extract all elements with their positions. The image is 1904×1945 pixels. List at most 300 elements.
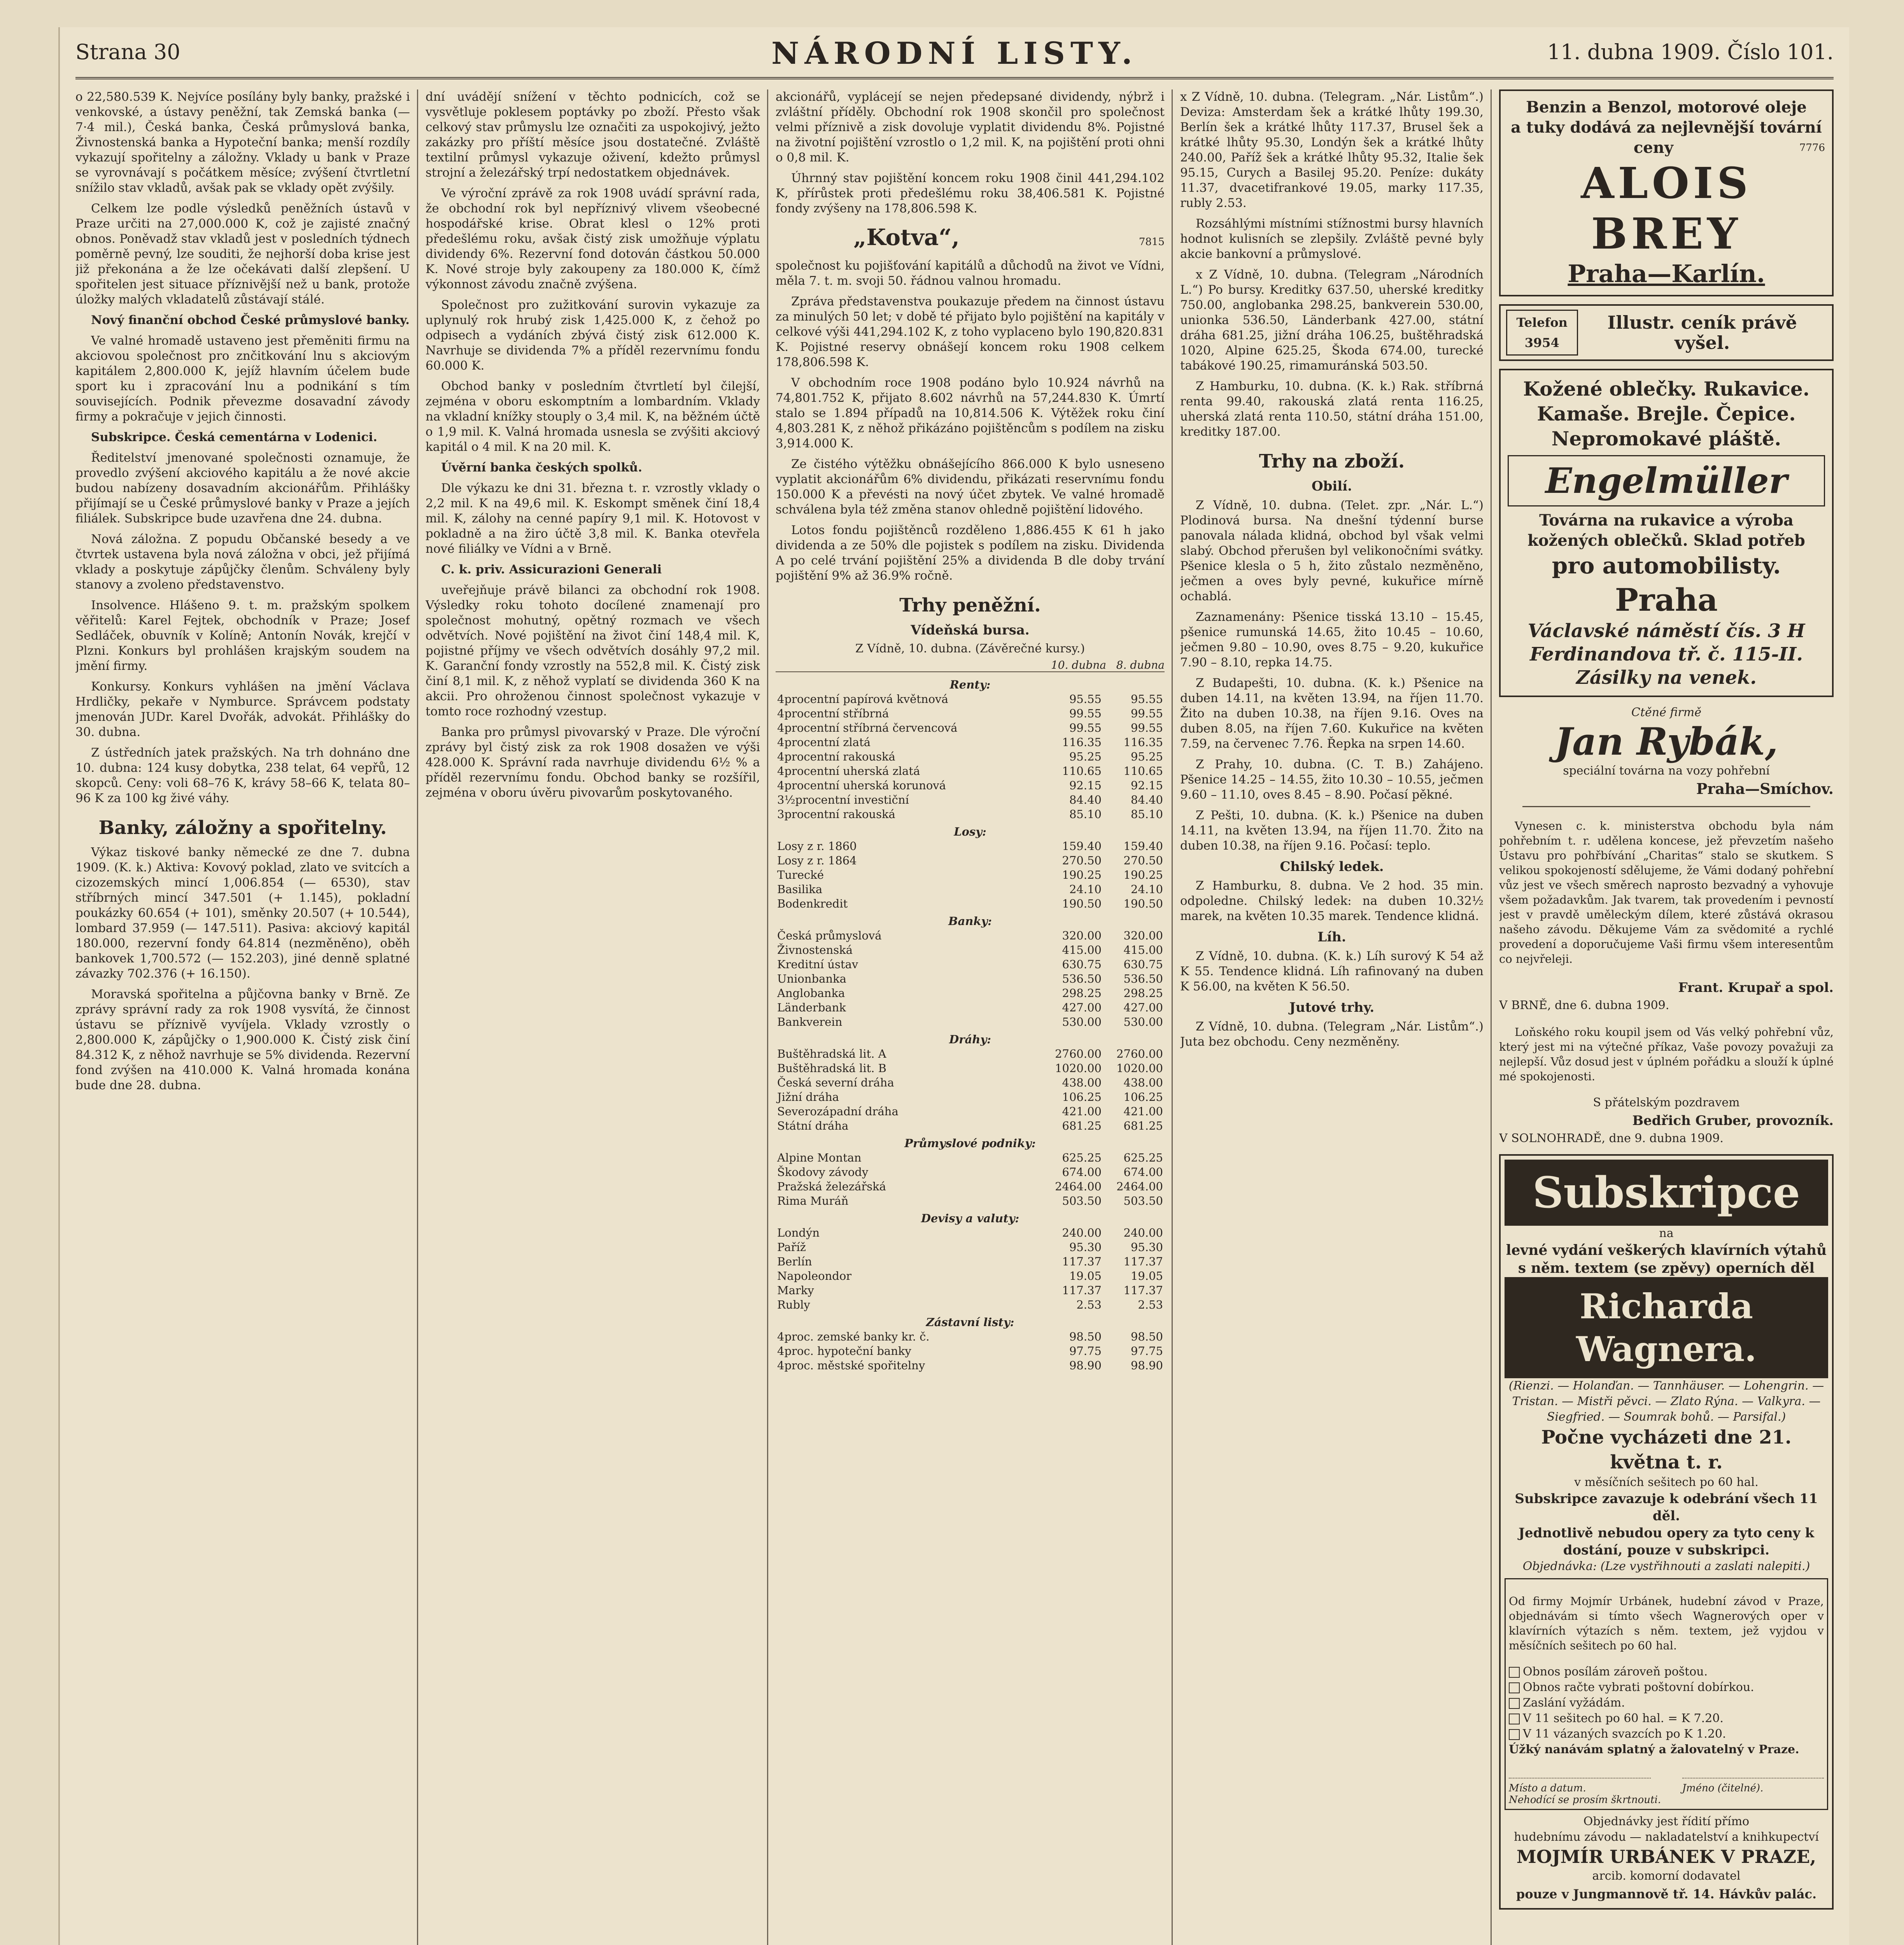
rate-value: 19.05 <box>1130 1269 1163 1283</box>
table-row <box>776 1226 1165 1240</box>
form-label: Místo a datum. <box>1509 1782 1586 1794</box>
table-row <box>776 882 1165 897</box>
rate-value: 2464.00 <box>1055 1180 1102 1193</box>
security-name: 4procentní rakouská <box>777 750 895 763</box>
security-name: Kreditní ústav <box>777 958 858 971</box>
rate-value: 240.00 <box>1123 1226 1163 1239</box>
rate-value: 98.50 <box>1069 1330 1102 1343</box>
masthead: NÁRODNÍ LISTY. <box>771 36 1138 71</box>
order-option-label: Obnos račte vybrati poštovní dobírkou. <box>1523 1680 1754 1694</box>
article-text: dní uvádějí snížení v těchto podnicích, což se vysvětluje poklesem poptávky po zboží. Přesto však celkový stav průmyslu lze označiti za uspokojivý, ježto zakázky pro příští měsíce jsou dostatečné. Zvláště textilní průmysl vykazuje oživení, kdežto průmysl strojní a železářský trpí nedostatkem objednávek. <box>426 90 760 180</box>
rate-value: 84.40 <box>1130 793 1163 806</box>
rate-value: 190.50 <box>1062 897 1102 910</box>
page-number: Strana 30 <box>75 40 180 64</box>
table-row <box>776 839 1165 853</box>
ad-text: Jednotlivě nebudou opery za tyto ceny k dostání, pouze v subskripci. <box>1518 1525 1815 1558</box>
rate-value: 625.25 <box>1062 1151 1102 1164</box>
security-name: 4procentní papírová květnová <box>777 692 948 706</box>
security-name: Londýn <box>777 1226 820 1239</box>
ad-signature: Bedřich Gruber, provozník. <box>1632 1113 1834 1128</box>
rate-value: 117.37 <box>1062 1255 1102 1268</box>
rate-value: 92.15 <box>1069 779 1102 792</box>
rate-value: 270.50 <box>1123 854 1163 867</box>
ad-text: Benzin a Benzol, motorové oleje <box>1526 98 1807 116</box>
ad-text: arcib. komorní dodavatel <box>1592 1869 1741 1883</box>
rate-value: 421.00 <box>1062 1105 1102 1118</box>
article-text: Konkursy. Konkurs vyhlášen na jmění Václava Hrdličky, pekaře v Nymburce. Správcem podstaty jmenován JUDr. Karel Dvořák, advokát. Přihlášky do 30. dubna. <box>75 680 410 739</box>
ad-engelmuller <box>1499 369 1834 697</box>
security-name: Anglobanka <box>777 987 845 1000</box>
subsection-heading: Líh. <box>1317 929 1346 945</box>
security-name: Länderbank <box>777 1001 846 1014</box>
table-group-row <box>776 1312 1165 1330</box>
ad-text: Nepromokavé pláště. <box>1551 427 1781 450</box>
rate-value: 681.25 <box>1123 1119 1163 1132</box>
article-text: Banka pro průmysl pivovarský v Praze. Dle výroční zprávy byl čistý zisk za rok 1908 dosažen ve výši 428.000 K. Správní rada navrhuje dividendu 6½ % a příděl rezervnímu fondu. Obchod banky se rozšířil, zejména v oboru úvěru pivovarům poskytovaného. <box>426 725 760 800</box>
table-header-cell <box>776 659 1048 671</box>
article-text: Lotos fondu pojištěnců rozděleno 1,886.455 K 61 h jako dividenda a ze 50% dle pojistek s podílem na zisku. Dividenda A po celé trvání pojištění 25% a dividenda B dle doby trvání pojištění 9% až 36.9% ročně. <box>776 523 1165 583</box>
table-row <box>776 1076 1165 1090</box>
article-text: Společnost pro zužitkování surovin vykazuje za uplynulý rok hrubý zisk 1,425.000 K, z čehož po odpisech a vydáních zbývá čistý zisk 612.000 K. Navrhuje se dividenda 7% a příděl rezervnímu fondu 60.000 K. <box>426 298 760 373</box>
table-row <box>776 721 1165 735</box>
ad-title: Subskripce <box>1505 1160 1828 1226</box>
security-name: Rima Muráň <box>777 1194 849 1207</box>
rate-value: 438.00 <box>1123 1076 1163 1089</box>
article-text: Ve výroční zprávě za rok 1908 uvádí správní rada, že obchodní rok byl nepříznivý vlivem všeobecné hospodářské krise. Obrat klesl o 12% proti předešlému roku, avšak čistý zisk umožňuje výplatu dividendy 6%. Rezervní fond dotován částkou 50.000 K. Nové stroje byly zakoupeny za 180.000 K, čímž výkonnost závodu značně zvýšena. <box>426 186 760 291</box>
rate-value: 503.50 <box>1062 1194 1102 1207</box>
rate-value: 190.25 <box>1062 868 1102 881</box>
rate-value: 99.55 <box>1130 707 1163 720</box>
table-row <box>776 1061 1165 1076</box>
ad-text: Továrna na rukavice a výroba <box>1539 511 1794 529</box>
table-row <box>776 986 1165 1001</box>
rate-value: 530.00 <box>1062 1015 1102 1029</box>
security-name: Unionbanka <box>777 972 846 985</box>
section-heading: Trhy peněžní. <box>899 594 1041 616</box>
table-group-label: Losy: <box>954 825 986 838</box>
rate-value: 110.65 <box>1062 764 1102 778</box>
ad-address: Zásilky na venek. <box>1576 667 1757 689</box>
table-group-row <box>776 911 1165 929</box>
security-name: Marky <box>777 1284 814 1297</box>
security-name: Státní dráha <box>777 1119 849 1132</box>
rate-value: 2760.00 <box>1116 1047 1163 1060</box>
table-row <box>776 1151 1165 1165</box>
table-row <box>776 1015 1165 1029</box>
rate-value: 625.25 <box>1123 1151 1163 1164</box>
subsection-heading: Jutové trhy. <box>1289 1000 1375 1015</box>
signature-row <box>1509 1758 1824 1794</box>
ad-text: a tuky dodává za nejlevnější tovární <box>1511 118 1822 137</box>
table-group-label: Zástavní listy: <box>926 1316 1014 1329</box>
security-name: Buštěhradská lit. B <box>777 1062 886 1075</box>
rate-value: 99.55 <box>1069 721 1102 734</box>
article-text: akcionářů, vyplácejí se nejen předepsané dividendy, nýbrž i zvláštní příděly. Obchodní rok 1908 skončil pro společnost velmi příznivě a zisk dovoluje vyplatit dividendu 8%. Pojistné na životní pojištění vzrostlo o 1,2 mil. K, na pojištění proti ohni o 0,8 mil. K. <box>776 90 1165 165</box>
table-row <box>776 972 1165 986</box>
ad-row <box>1506 310 1827 356</box>
article-heading: Subskripce. Česká cementárna v Lodenici. <box>91 430 377 444</box>
table-row <box>776 868 1165 882</box>
article-text: uveřejňuje právě bilanci za obchodní rok 1908. Výsledky roku tohoto docílené znamenají pro společnost mohutný, opětný rozmach ve všech odvětvích. Nové pojištění na život činí 148,4 mil. K, pojistné příjmy ve všech odvětvích dosáhly 97,2 mil. K. Garanční fondy vzrostly na 552,8 mil. K. Čistý zisk činí 8,1 mil. K, z něhož vyplatí se dividenda 360 K na akcii. Pro ohroženou činnost společnost vykazuje v tomto roce rozhodný vzestup. <box>426 583 760 718</box>
order-option <box>1509 1695 1824 1711</box>
table-row <box>776 750 1165 764</box>
ad-address: Ferdinandova tř. č. 115-II. <box>1529 643 1803 665</box>
rate-value: 2.53 <box>1076 1298 1102 1311</box>
article-text: Ve valné hromadě ustaveno jest přeměniti firmu na akciovou společnost pro znčitkování lnu s akciovým kapitálem 2,800.000 K, jejíž hlavním účelem bude sport ku i zpracování lnu a podnikání s tím souvisejících. Podnik převezme dosavadní závody firmy a pokračuje v jejich činnosti. <box>75 334 410 424</box>
table-row <box>776 897 1165 911</box>
table-row <box>776 778 1165 793</box>
rate-value: 2464.00 <box>1116 1180 1163 1193</box>
security-name: Rubly <box>777 1298 810 1311</box>
order-option-label: V 11 sešitech po 60 hal. = K 7.20. <box>1523 1712 1724 1725</box>
article-heading: Úvěrní banka českých spolků. <box>441 461 643 475</box>
article-text: Insolvence. Hlášeno 9. t. m. pražským spolkem věřitelů: Karel Fejtek, obchodník v Praze; Josef Sedláček, obuvník v Kolíně; Antonín Novák, krejčí v Plzni. Konkurs byl prohlášen krajským soudem na jmění firmy. <box>75 598 410 673</box>
rate-value: 95.30 <box>1130 1241 1163 1254</box>
rate-value: 530.00 <box>1123 1015 1163 1029</box>
ad-text: Kožené oblečky. Rukavice. <box>1523 377 1810 400</box>
table-row <box>776 1240 1165 1255</box>
table-row <box>776 793 1165 807</box>
rate-value: 99.55 <box>1130 721 1163 734</box>
order-option-label: Zaslání vyžádám. <box>1523 1696 1625 1710</box>
table-row <box>776 1047 1165 1061</box>
table-group-label: Banky: <box>948 915 992 928</box>
rate-value: 681.25 <box>1062 1119 1102 1132</box>
security-name: Berlín <box>777 1255 812 1268</box>
rate-value: 415.00 <box>1062 943 1102 957</box>
form-note: Nehodící se prosím škrtnouti. <box>1509 1794 1661 1806</box>
rate-value: 117.37 <box>1123 1284 1163 1297</box>
table-row <box>776 1165 1165 1179</box>
security-name: 4procentní stříbrná červencová <box>777 721 958 734</box>
ad-signature: Frant. Krupař a spol. <box>1678 980 1834 995</box>
table-header-cell: 10. dubna <box>1051 659 1106 671</box>
article-text: Nová záložna. Z popudu Občanské besedy a ve čtvrtek ustavena byla nová záložna v obci, jež přijímá vklady a poskytuje zápůjčky členům. Schváleny byly stanovy a zvoleno představenstvo. <box>75 532 410 592</box>
section-heading: Banky, záložny a spořitelny. <box>98 817 387 839</box>
table-row <box>776 1358 1165 1373</box>
table-group-row <box>776 1133 1165 1151</box>
page-header <box>75 34 1834 79</box>
security-name: Losy z r. 1860 <box>777 839 857 853</box>
rate-value: 415.00 <box>1123 943 1163 957</box>
ad-address: pouze v Jungmannově tř. 14. Hávkův palác. <box>1516 1887 1817 1901</box>
security-name: Škodovy závody <box>777 1165 869 1179</box>
table-group-row <box>776 822 1165 839</box>
column-rule <box>767 89 768 1945</box>
article-text: Moravská spořitelna a půjčovna banky v Brně. Ze zprávy správní rady za rok 1908 vysvítá, že činnost ústavu se příznivě vyvíjela. Vklady vzrostly o 2,800.000 K, zápůjčky o 1,900.000 K. Čistý zisk činí 84.312 K, z něhož navrhuje se 5% dividenda. Rezervní fond zvýšen na 410.000 K. Valná hromada konána bude dne 28. dubna. <box>75 987 410 1092</box>
rate-value: 630.75 <box>1123 958 1163 971</box>
table-header <box>776 659 1165 672</box>
ad-name-box <box>1508 455 1825 506</box>
rate-value: 106.25 <box>1062 1090 1102 1104</box>
security-name: Česká průmyslová <box>777 929 882 942</box>
rate-value: 116.35 <box>1062 736 1102 749</box>
ad-text: Subskripce zavazuje k odebrání všech 11 děl. <box>1515 1491 1818 1524</box>
table-row <box>776 706 1165 721</box>
rate-value: 95.55 <box>1130 692 1163 706</box>
security-name: 4procentní stříbrná <box>777 707 889 720</box>
ad-composer-name: Richarda Wagnera. <box>1505 1277 1828 1378</box>
article-text: x Z Vídně, 10. dubna. (Telegram. „Nár. Listům“.) Deviza: Amsterdam šek a krátké lhůty 199.30, Berlín šek a krátké lhůty 117.37, Brusel šek a krátké lhůty 95.30, Londýn šek a krátké lhůty 240.00, Paříž šek a krátké lhůty 95.32, Italie šek 95.15, Curych a Basilej 95.20. Peníze: dukáty 11.37, dvacetifrankové 19.05, marky 117.35, rubly 2.53. <box>1180 90 1484 210</box>
section-heading: Trhy na zboží. <box>1259 450 1405 472</box>
column-rule <box>1172 89 1173 1945</box>
option-checkbox[interactable] <box>1509 1682 1520 1693</box>
article-text: Obchod banky v posledním čtvrtletí byl čilejší, zejména v oboru eskomptním a lombardním. Vklady na vkladní knížky stouply o 3,4 mil. K, na běžném účtě o 1,9 mil. K. Valná hromada usnesla se zvýšiti akciový kapitál o 4 mil. K na 20 mil. K. <box>426 379 760 454</box>
form-line <box>1682 1761 1824 1779</box>
column-rule <box>417 89 418 1945</box>
table-row <box>776 957 1165 972</box>
table-row <box>776 764 1165 778</box>
ad-text: Vynesen c. k. ministerstva obchodu byla nám pohřebním t. r. udělena koncese, jež převzetím našeho Ústavu pro pohřbívání „Charitas“ stalo se skutkem. S velikou spokojeností sdělujeme, že Vámi dodaný pohřební vůz jest ve všech směrech naprosto bezvadný a vyhovuje všem požadavkům. Jak tvarem, tak provedením i pevností jest v pravdě uměleckým dílem, které zůstává okrasou našeho závodu. Děkujeme Vám za svědomité a rychlé provedení a doporučujeme Vaši firmu všem interesentům co nejvřeleji. <box>1499 819 1834 965</box>
table-group-label: Průmyslové podniky: <box>904 1137 1036 1150</box>
rate-value: 99.55 <box>1069 707 1102 720</box>
option-checkbox[interactable] <box>1509 1667 1520 1678</box>
article-text: Z Prahy, 10. dubna. (C. T. B.) Zahájeno. Pšenice 14.25 – 14.55, žito 10.30 – 10.55, ječmen 9.60 – 11.10, oves 8.45 – 8.90. Počasí pěkné. <box>1180 757 1484 802</box>
security-name: Basilika <box>777 883 823 896</box>
rate-value: 98.90 <box>1069 1359 1102 1372</box>
table-row <box>776 1179 1165 1194</box>
article-text: x Z Vídně, 10. dubna. (Telegram „Národních L.“) Po bursy. Kreditky 637.50, uherské kreditky 750.00, anglobanka 298.25, bankverein 530.00, unionka 536.50, Länderbank 427.00, státní dráha 681.25, jižní dráha 106.25, buštěhradská 1020, Alpine 625.25, Škoda 674.00, turecké tabákové 190.25, rimamuránská 503.50. <box>1180 268 1484 373</box>
column-4 <box>1180 89 1484 1945</box>
table-row <box>776 1283 1165 1298</box>
table-row <box>776 853 1165 868</box>
rate-value: 427.00 <box>1123 1001 1163 1014</box>
rate-value: 24.10 <box>1069 883 1102 896</box>
rate-value: 674.00 <box>1062 1165 1102 1179</box>
order-option-label: V 11 vázaných svazcích po K 1.20. <box>1523 1727 1726 1741</box>
ad-row <box>1508 138 1825 158</box>
rate-value: 85.10 <box>1130 808 1163 821</box>
article-text: Z Hamburku, 8. dubna. Ve 2 hod. 35 min. odpoledne. Chilský ledek: na duben 10.32½ marek, na květen 10.35 marek. Tendence klidná. <box>1180 879 1484 923</box>
ad-subskripce-wagner <box>1499 1154 1834 1910</box>
article-text: o 22,580.539 K. Nejvíce posílány byly banky, pražské i venkovské, a ústavy peněžní, tak Zemská banka (— 7·4 mil.), Česká banka, Česká průmyslová banka, Živnostenská banka a Hypoteční banka; menší rozdíly vykazují spořitelny a záložny. Vklady u bank v Praze se vyrovnávají s počátkem měsíce; zvýšení čtvrtletní snížilo stav vkladů, avšak pak se vklady opět zvýšily. <box>75 90 410 195</box>
table-group-row <box>776 1029 1165 1047</box>
rate-value: 240.00 <box>1062 1226 1102 1239</box>
security-name: Živnostenská <box>777 943 853 957</box>
ad-company-name: MOJMÍR URBÁNEK V PRAZE, <box>1516 1846 1816 1867</box>
rate-value: 117.37 <box>1123 1255 1163 1268</box>
table-group-row <box>776 1208 1165 1226</box>
security-name: Pražská železářská <box>777 1180 886 1193</box>
table-row <box>776 1330 1165 1344</box>
subsection-heading: Chilský ledek. <box>1280 859 1384 874</box>
security-name: Česká severní dráha <box>777 1076 894 1089</box>
ad-company-name: ALOIS BREY <box>1581 158 1752 259</box>
table-row <box>776 1298 1165 1312</box>
order-form <box>1505 1578 1828 1810</box>
rate-value: 270.50 <box>1062 854 1102 867</box>
article-text: V obchodním roce 1908 podáno bylo 10.924 návrhů na 74,801.752 K, přijato 8.602 návrhů na 57,244.830 K. Úmrtí stalo se 1.894 případů na 10,814.506 K. Výtěžek roku činí 4,803.281 K, z něhož přikázáno pojištěncům s podílem na zisku 3,914.000 K. <box>776 376 1165 450</box>
rate-value: 84.40 <box>1069 793 1102 806</box>
table-row <box>776 1269 1165 1283</box>
rate-value: 503.50 <box>1123 1194 1163 1207</box>
table-caption: Z Vídně, 10. dubna. (Závěrečné kursy.) <box>855 642 1085 655</box>
article-text: Zaznamenány: Pšenice tisská 13.10 – 15.45, pšenice rumunská 14.65, žito 10.45 – 10.60, ječmen 9.80 – 10.90, oves 8.75 – 9.20, kukuřice 7.90 – 8.10, repka 14.75. <box>1180 610 1484 669</box>
security-name: Losy z r. 1864 <box>777 854 857 867</box>
article-heading: C. k. priv. Assicurazioni Generali <box>441 562 662 576</box>
table-group-label: Devisy a valuty: <box>921 1212 1019 1225</box>
order-option <box>1509 1726 1824 1742</box>
rate-value: 85.10 <box>1069 808 1102 821</box>
security-name: Bankverein <box>777 1015 843 1029</box>
ad-text: Počne vycházeti dne 21. května t. r. <box>1541 1426 1792 1473</box>
table-row <box>776 1001 1165 1015</box>
article-text: Z Vídně, 10. dubna. (Telegram „Nár. Listům“.) Juta bez obchodu. Ceny nezměněny. <box>1180 1020 1484 1049</box>
table-row <box>776 1119 1165 1133</box>
column-1 <box>75 89 410 1945</box>
subsection-heading: Vídeňská bursa. <box>911 622 1030 638</box>
security-name: 4procentní zlatá <box>777 736 871 749</box>
ad-text: v měsíčních sešitech po 60 hal. <box>1574 1475 1759 1489</box>
rate-value: 110.65 <box>1123 764 1163 778</box>
rate-value: 1020.00 <box>1055 1062 1102 1075</box>
rate-value: 106.25 <box>1123 1090 1163 1104</box>
article-text: Úhrnný stav pojištění koncem roku 1908 činil 441,294.102 K, přírůstek proti předešlému roku 38,406.581 K. Pojistné fondy zvýšeny na 178,806.598 K. <box>776 171 1165 216</box>
security-name: Napoleondor <box>777 1269 852 1283</box>
security-name: 3procentní rakouská <box>777 808 895 821</box>
rate-value: 97.75 <box>1130 1344 1163 1358</box>
security-name: Buštěhradská lit. A <box>777 1047 886 1060</box>
article-text: Zpráva představenstva poukazuje předem na činnost ústavu za minulých 50 let; v době té přijato bylo pojištění na kapitály v celkové výši 441,294.102 K, z toho vyplaceno bylo 190,820.831 K. Pojistné reservy obnášejí koncem roku 1908 celkem 178,806.598 K. <box>776 294 1165 369</box>
rate-value: 92.15 <box>1130 779 1163 792</box>
ad-company-name: Jan Rybák, <box>1555 720 1778 764</box>
ad-text: pro automobilisty. <box>1552 552 1781 579</box>
rate-value: 98.90 <box>1130 1359 1163 1372</box>
ad-text: Kamaše. Brejle. Čepice. <box>1537 402 1796 425</box>
ad-number: 7776 <box>1799 142 1825 154</box>
table-group-row <box>776 675 1165 692</box>
table-group-label: Renty: <box>949 678 991 691</box>
rate-value: 427.00 <box>1062 1001 1102 1014</box>
company-name: „Kotva“, <box>853 224 960 251</box>
order-form-text: Úžký nanávám splatný a žalovatelný v Praze. <box>1509 1743 1799 1756</box>
table-row <box>776 1344 1165 1358</box>
security-name: 4proc. hypoteční banky <box>777 1344 911 1358</box>
rate-value: 117.37 <box>1062 1284 1102 1297</box>
order-option-label: Obnos posílám zároveň poštou. <box>1523 1665 1708 1679</box>
column-5-advertisements <box>1499 89 1834 1945</box>
order-option <box>1509 1711 1824 1726</box>
ad-text: Objednávka: (Lze vystřihnouti a zaslati nalepiti.) <box>1522 1560 1810 1573</box>
ad-text: levné vydání veškerých klavírních výtahů s něm. textem (se zpěvy) operních děl <box>1506 1242 1827 1276</box>
security-name: Paříž <box>777 1241 806 1254</box>
article-text: Ze čistého výtěžku obnášejícího 866.000 K bylo usneseno vyplatit akcionářům 6% dividendu, přikázati reservnímu fondu 150.000 K a převésti na nový účet zbytek. Ve valné hromadě schválena byla též změna stanov ohledně pojištění lidového. <box>776 457 1165 517</box>
security-name: Turecké <box>777 868 824 881</box>
ad-text: V SOLNOHRADĚ, dne 9. dubna 1909. <box>1499 1132 1724 1145</box>
ad-text: speciální továrna na vozy pohřební <box>1563 764 1770 778</box>
newspaper-page <box>58 27 1849 1945</box>
ad-text: na <box>1659 1227 1674 1240</box>
rate-value: 630.75 <box>1062 958 1102 971</box>
article-text: Dle výkazu ke dni 31. března t. r. vzrostly vklady o 2,2 mil. K na 49,6 mil. K. Eskompt směnek činí 18,4 mil. K, zálohy na cenné papíry 9,1 mil. K. Hotovost v pokladně a na žiro účtě 3,8 mil. K. Banka otevřela nové filiálky ve Vídni a v Brně. <box>426 481 760 556</box>
security-name: 4proc. zemské banky kr. č. <box>777 1330 930 1343</box>
article-text: Celkem lze podle výsledků peněžních ústavů v Praze určiti na 27,000.000 K, což je zajisté značný obnos. Poněvadž stav vkladů jest v posledních týdnech poměrně pevný, lze souditi, že nejhorší doba krise jest již překonána a že lze očekávati další zlepšení. U spořitelen jest situace příznivější než u bank, protože úložky malých vkladatelů zůstávají stálé. <box>75 202 410 307</box>
form-label: Jméno (čitelné). <box>1682 1782 1764 1794</box>
ad-text: (Rienzi. — Holanďan. — Tannhäuser. — Lohengrin. — Tristan. — Mistři pěvci. — Zlato Rýna. — Valkyra. — Siegfried. — Soumrak bohů. — Parsifal.) <box>1508 1379 1824 1424</box>
rate-value: 95.25 <box>1130 750 1163 763</box>
rate-value: 320.00 <box>1062 929 1102 942</box>
security-name: Alpine Montan <box>777 1151 862 1164</box>
option-checkbox[interactable] <box>1509 1729 1520 1740</box>
rate-value: 190.25 <box>1123 868 1163 881</box>
rate-value: 116.35 <box>1123 736 1163 749</box>
security-name: Jižní dráha <box>777 1090 839 1104</box>
article-text: Z Vídně, 10. dubna. (K. k.) Líh surový K 54 až K 55. Tendence klidná. Líh rafinovaný na duben K 56.00, na květen K 56.50. <box>1180 949 1484 994</box>
security-name: Bodenkredit <box>777 897 848 910</box>
name-field[interactable] <box>1682 1758 1824 1794</box>
column-3 <box>776 89 1165 1945</box>
option-checkbox[interactable] <box>1509 1714 1520 1724</box>
rate-value: 421.00 <box>1123 1105 1163 1118</box>
rate-value: 95.25 <box>1069 750 1102 763</box>
table-row <box>776 1104 1165 1119</box>
security-name: 4proc. městské spořitelny <box>777 1359 925 1372</box>
ad-text: kožených oblečků. Sklad potřeb <box>1527 531 1805 550</box>
ad-place: Praha—Karlín. <box>1568 259 1765 288</box>
article-text: Z Budapešti, 10. dubna. (K. k.) Pšenice na duben 14.11, na květen 13.94, na říjen 11.70. Žito na duben 10.38, na říjen 9.16. Oves na duben 8.05, na říjen 7.60. Kukuřice na květen 7.59, na červenec 7.76. Řepka na srpen 14.60. <box>1180 676 1484 751</box>
order-form-text: Od firmy Mojmír Urbánek, hudební závod v Praze, objednávám si tímto všech Wagnerových oper v klavírních výtazích s něm. textem, jež vyjdou v měsíčních sešitech po 60 hal. <box>1509 1595 1824 1652</box>
ad-city: Praha <box>1615 582 1718 618</box>
ad-text: ceny <box>1633 138 1673 157</box>
form-line <box>1509 1761 1651 1779</box>
table-row <box>776 735 1165 750</box>
table-row <box>776 1255 1165 1269</box>
article-text: Rozsáhlými místními stížnostmi bursy hlavních hodnot kulisních se zlepšily. Zvláště pevné byly akcie bankovní a průmyslové. <box>1180 217 1484 261</box>
ad-text: hudebnímu závodu — nakladatelství a knihkupectví <box>1514 1830 1819 1844</box>
rate-value: 190.50 <box>1123 897 1163 910</box>
table-row <box>776 692 1165 706</box>
divider <box>1522 806 1810 807</box>
ad-alois-brey <box>1499 89 1834 296</box>
rate-value: 95.55 <box>1069 692 1102 706</box>
option-checkbox[interactable] <box>1509 1698 1520 1709</box>
article-text: Ředitelství jmenované společnosti oznamuje, že provedlo zvýšení akciového kapitálu a že nové akcie budou nabízeny dosavadním akcionářům. Přihlášky přijímají se u České průmyslové banky v Praze a jejích filiálek. Subskripce bude uzavřena dne 24. dubna. <box>75 451 410 526</box>
table-group-label: Dráhy: <box>949 1033 991 1046</box>
security-name: 4procentní uherská korunová <box>777 779 946 792</box>
article-text: společnost ku pojišťování kapitálů a důchodů na život ve Vídni, měla 7. t. m. svoji 50. řádnou valnou hromadu. <box>776 259 1165 288</box>
ad-address: Václavské náměstí čís. 3 H <box>1527 620 1805 642</box>
article-text: Výkaz tiskové banky německé ze dne 7. dubna 1909. (K. k.) Aktiva: Kovový poklad, zlato ve svitcích a cizozemských mincí 1,006.854 (— 6530), stav stříbrných mincí 347.501 (+ 1.145), pokladní poukázky 60.654 (+ 101), směnky 20.507 (+ 10.544), lombard 37.959 (— 147.511). Pasiva: akciový kapitál 180.000, rezervní fondy 64.814 (nezměněno), oběh bankovek 1,700.572 (— 152.203), jiné denně splatné závazky 702.376 (+ 16.150). <box>75 845 410 981</box>
rate-value: 298.25 <box>1062 987 1102 1000</box>
ad-place: Praha—Smíchov. <box>1696 780 1834 797</box>
order-option <box>1509 1680 1824 1695</box>
rate-value: 159.40 <box>1123 839 1163 853</box>
rate-value: 298.25 <box>1123 987 1163 1000</box>
exchange-rates-table <box>776 675 1165 1373</box>
rate-value: 159.40 <box>1062 839 1102 853</box>
table-row <box>776 1090 1165 1104</box>
ad-text: V BRNĚ, dne 6. dubna 1909. <box>1499 999 1669 1012</box>
ad-text: Ctěné firmě <box>1631 706 1701 719</box>
ad-telefon <box>1499 304 1834 361</box>
article-text: Z ústředních jatek pražských. Na trh dohnáno dne 10. dubna: 124 kusy dobytka, 238 telat, 64 vepřů, 12 skopců. Ceny: voli 68–76 K, krávy 58–66 K, telata 80–96 K za 100 kg živé váhy. <box>75 746 410 805</box>
rate-value: 536.50 <box>1062 972 1102 985</box>
kotva-heading <box>776 224 1165 251</box>
article-text: Z Hamburku, 10. dubna. (K. k.) Rak. stříbrná renta 99.40, rakouská zlatá renta 116.25, uherská zlatá renta 110.50, státní dráha 151.00, kreditky 187.00. <box>1180 379 1484 439</box>
column-2 <box>426 89 760 1945</box>
ad-telephone: Telefon 3954 <box>1506 310 1578 356</box>
order-option <box>1509 1664 1824 1680</box>
ad-text: S přátelským pozdravem <box>1593 1096 1740 1109</box>
rate-value: 674.00 <box>1123 1165 1163 1179</box>
ad-text: Loňského roku koupil jsem od Vás velký pohřební vůz, který jest mi na výtečné příkaz, Vaše povozy považuji za nejlepší. Vůz dosud jest v úplném pořádku a slouží k úplné mé spokojenosti. <box>1499 1025 1834 1083</box>
rate-value: 97.75 <box>1069 1344 1102 1358</box>
security-name: 4procentní uherská zlatá <box>777 764 920 778</box>
ad-company-name: Engelmüller <box>1545 460 1788 501</box>
rate-value: 536.50 <box>1123 972 1163 985</box>
place-date-field[interactable] <box>1509 1758 1651 1794</box>
table-row <box>776 1194 1165 1208</box>
